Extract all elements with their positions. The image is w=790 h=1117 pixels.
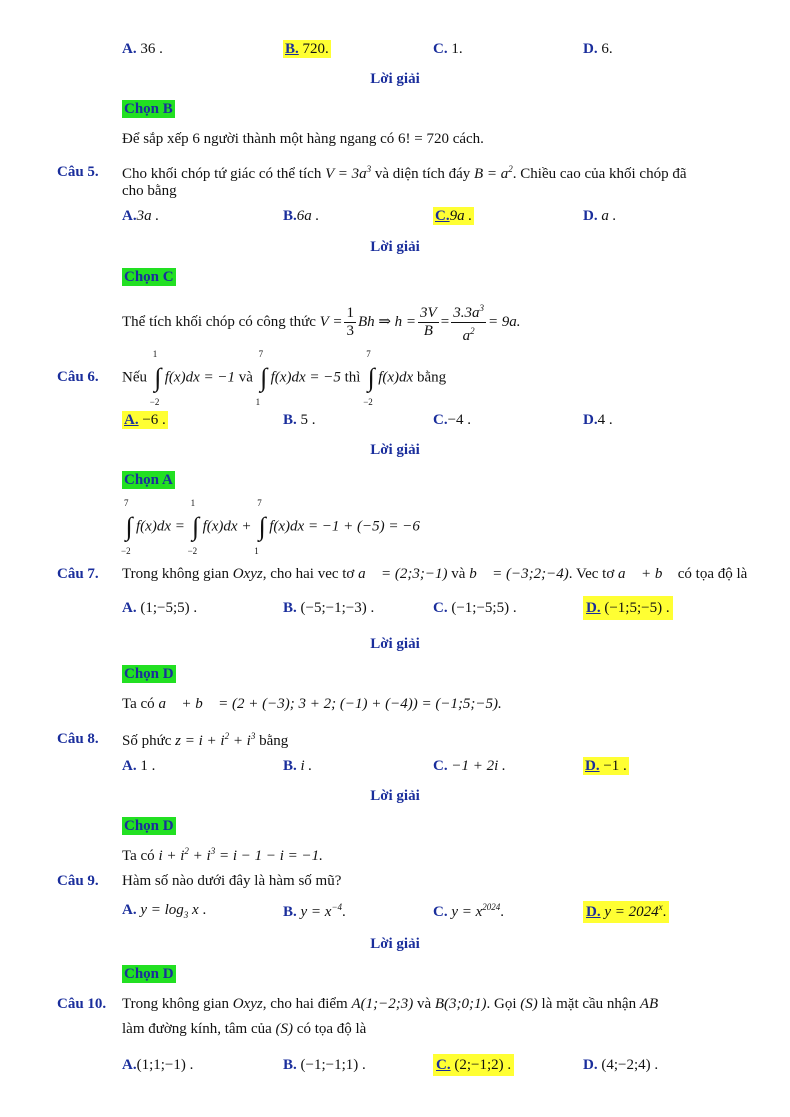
q5-option-d: D. a . [583,208,617,224]
q9-option-d: D. $y = 2024^x$. [583,902,669,921]
q4-choice: Chọn B [124,101,173,117]
q10-option-c: C. (2;−1;2) . [433,1057,514,1074]
q8-option-d: D. −1 . [585,758,627,774]
q6-option-d: D.4 . [583,412,613,428]
q5-text: Cho khối chóp tứ giác có thể tích $V = 3a^3$ và diện tích đáy $B = a^2$. Chiều cao của khối chóp đã [122,164,687,182]
q10-text: Trong không gian Oxyz, cho hai điểm A(1;−2;3) và B(3;0;1). Gọi (S) là mặt cầu nhận AB [122,996,659,1012]
q9-label: Câu 9. [57,873,99,889]
q8-label: Câu 8. [57,731,99,747]
q8-text: Số phức $z = i + i^2 + i^3$ bằng [122,731,289,749]
q4-solution: Để sắp xếp 6 người thành một hàng ngang có 6! = 720 cách. [122,131,484,147]
q8-solution: Ta có $i + i^2 + i^3 = i - 1 - i = -1$. [122,846,323,864]
q7-text: Trong không gian Oxyz, cho hai vec tơ a⃗ = (2;3;−1) và b⃗ = (−3;2;−4). Vec tơ a⃗ + b⃗ có tọa độ là [122,566,748,582]
q7-choice: Chọn D [124,666,174,682]
q9-text: Hàm số nào dưới đây là hàm số mũ? [122,873,342,889]
q10-text-cont: làm đường kính, tâm của (S) có tọa độ là [122,1021,367,1037]
q6-label: Câu 6. [57,369,99,385]
q4-option-d: D. 6. [583,41,613,57]
solution-heading: Lời giải [370,936,420,952]
q6-solution: 7 ∫ −2 f(x)dx = 1 ∫ −2 f(x)dx + 7 ∫ 1 f(x)dx = −1 + (−5) = −6 [121,498,420,556]
q10-option-a: A.(1;1;−1) . [122,1057,194,1073]
q5-option-b: B.6a . [283,208,320,224]
q6-option-a: A. −6 . [124,412,166,428]
q7-option-c: C. (−1;−5;5) . [433,600,517,616]
q8-choice: Chọn D [124,818,174,834]
q4-option-c: C. 1. [433,41,463,57]
q7-option-a: A. (1;−5;5) . [122,600,198,616]
q5-option-c: C.9a . [435,208,473,224]
q10-option-d: D. (4;−2;4) . [583,1057,659,1073]
q5-choice: Chọn C [124,269,174,285]
q7-option-d: D. (−1;5;−5) . [583,600,673,617]
solution-heading: Lời giải [370,239,420,255]
solution-heading: Lời giải [370,788,420,804]
q7-label: Câu 7. [57,566,99,582]
q9-option-c: C. $y = x^{2024}$. [433,902,505,920]
q9-option-b: B. $y = x^{-4}$. [283,902,346,920]
q10-option-b: B. (−1;−1;1) . [283,1057,366,1073]
q10-label: Câu 10. [57,996,107,1012]
solution-heading: Lời giải [370,71,420,87]
q5-label: Câu 5. [57,164,99,180]
q9-option-a: A. $y = \log_3 x$ . [122,902,207,920]
q8-option-a: A. 1 . [122,758,156,774]
q8-option-b: B. i . [283,758,313,774]
q8-option-c: C. −1 + 2i . [433,758,506,774]
q6-choice: Chọn A [124,472,173,488]
q4-option-b: B. 720. [285,41,329,57]
q6-option-b: B. 5 . [283,412,316,428]
solution-heading: Lời giải [370,442,420,458]
q5-text-cont: cho bằng [122,183,177,199]
q4-option-a: A. 36 . [122,41,163,57]
q7-option-b: B. (−5;−1;−3) . [283,600,375,616]
q9-choice: Chọn D [124,966,174,982]
q7-solution: Ta có a⃗ + b⃗ = (2 + (−3); 3 + 2; (−1) + (−4)) = (−1;5;−5). [122,696,502,712]
q6-option-c: C.−4 . [433,412,472,428]
q6-text: Nếu 1 ∫ −2 f(x)dx = −1 và 7 ∫ 1 f(x)dx = −5 thì 7 ∫ −2 f(x)dx bằng [122,349,447,407]
solution-heading: Lời giải [370,636,420,652]
q5-solution: Thể tích khối chóp có công thức V = $\frac{1}{3}$ Bh ⇒ h = $\frac{3V}{B}$ = $\frac{3.3a^3}{a^2}$ = 9a. [122,300,521,345]
q5-option-a: A.3a . [122,208,160,224]
